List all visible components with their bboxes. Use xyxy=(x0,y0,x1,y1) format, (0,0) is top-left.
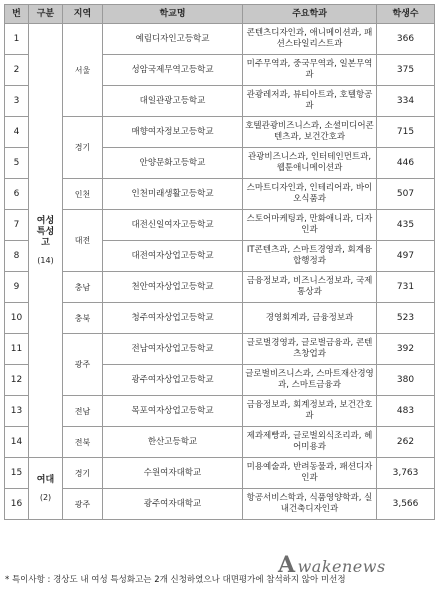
region-cell: 서울 xyxy=(63,24,103,117)
row-num: 2 xyxy=(5,55,29,86)
major-depts: 스토어마케팅과, 만화애니과, 디자인과 xyxy=(243,210,377,241)
row-num: 5 xyxy=(5,148,29,179)
major-depts: 금융정보과, 회계정보과, 보건간호과 xyxy=(243,396,377,427)
student-count: 3,566 xyxy=(377,489,435,520)
major-depts: 미주무역과, 중국무역과, 일본무역과 xyxy=(243,55,377,86)
group-label-line: 여대 xyxy=(36,474,55,485)
school-name: 예림디자인고등학교 xyxy=(103,24,243,55)
student-count: 507 xyxy=(377,179,435,210)
school-name: 매향여자정보고등학교 xyxy=(103,117,243,148)
student-count: 483 xyxy=(377,396,435,427)
school-name: 안양문화고등학교 xyxy=(103,148,243,179)
group-cell xyxy=(29,24,63,458)
header-students: 학생수 xyxy=(377,5,435,24)
group-cell xyxy=(29,458,63,520)
school-name: 광주여자상업고등학교 xyxy=(103,365,243,396)
table-row xyxy=(5,334,435,365)
group-count: (14) xyxy=(37,255,54,265)
row-num: 1 xyxy=(5,24,29,55)
school-name: 목포여자상업고등학교 xyxy=(103,396,243,427)
group-label-line: 여성 xyxy=(36,215,55,226)
watermark-text: wakenews xyxy=(297,557,386,576)
student-count: 366 xyxy=(377,24,435,55)
watermark-logo-icon: A xyxy=(278,552,296,578)
table-row xyxy=(5,179,435,210)
header-num: 번 xyxy=(5,5,29,24)
region-cell: 경기 xyxy=(63,458,103,489)
school-table xyxy=(4,4,435,520)
row-num: 11 xyxy=(5,334,29,365)
row-num: 15 xyxy=(5,458,29,489)
student-count: 731 xyxy=(377,272,435,303)
row-num: 8 xyxy=(5,241,29,272)
footnote: * 특이사항 : 경상도 내 여성 특성화고는 2개 신청하였으나 대면평가에 참석하지 않아 미선정 xyxy=(5,575,346,585)
student-count: 497 xyxy=(377,241,435,272)
student-count: 3,763 xyxy=(377,458,435,489)
major-depts: 미용예술과, 반려동물과, 패션디자인과 xyxy=(243,458,377,489)
region-cell: 대전 xyxy=(63,210,103,272)
major-depts: 제과제빵과, 글로벌외식조리과, 헤어미용과 xyxy=(243,427,377,458)
region-cell: 전북 xyxy=(63,427,103,458)
student-count: 435 xyxy=(377,210,435,241)
major-depts: 관광비즈니스과, 인터테인먼트과, 웹툰애니메이션과 xyxy=(243,148,377,179)
school-name: 인천미래생활고등학교 xyxy=(103,179,243,210)
major-depts: 금융정보과, 비즈니스정보과, 국제통상과 xyxy=(243,272,377,303)
table-row xyxy=(5,489,435,520)
region-cell: 광주 xyxy=(63,334,103,396)
student-count: 392 xyxy=(377,334,435,365)
school-name: 청주여자상업고등학교 xyxy=(103,303,243,334)
header-type: 구분 xyxy=(29,5,63,24)
table-row xyxy=(5,427,435,458)
row-num: 6 xyxy=(5,179,29,210)
group-label-line: 특성 xyxy=(36,226,55,237)
header-depts: 주요학과 xyxy=(243,5,377,24)
major-depts: 글로벌비즈니스과, 스마트재산경영과, 스마트금융과 xyxy=(243,365,377,396)
major-depts: 호텔관광비즈니스과, 소셜미디어콘텐츠과, 보건간호과 xyxy=(243,117,377,148)
major-depts: 스마트디자인과, 인테리어과, 바이오식품과 xyxy=(243,179,377,210)
group-count: (2) xyxy=(39,492,52,502)
region-cell: 충북 xyxy=(63,303,103,334)
school-name: 대일관광고등학교 xyxy=(103,86,243,117)
table-container xyxy=(4,4,434,520)
school-name: 대전신일여자고등학교 xyxy=(103,210,243,241)
school-name: 광주여자대학교 xyxy=(103,489,243,520)
row-num: 13 xyxy=(5,396,29,427)
header-row xyxy=(5,5,435,24)
table-row xyxy=(5,117,435,148)
region-cell: 충남 xyxy=(63,272,103,303)
header-school: 학교명 xyxy=(103,5,243,24)
row-num: 7 xyxy=(5,210,29,241)
table-row xyxy=(5,24,435,55)
table-row xyxy=(5,458,435,489)
school-name: 대전여자상업고등학교 xyxy=(103,241,243,272)
major-depts: 콘텐츠디자인과, 애니메이션과, 패션스타일리스트과 xyxy=(243,24,377,55)
student-count: 262 xyxy=(377,427,435,458)
watermark xyxy=(278,552,386,578)
region-cell: 경기 xyxy=(63,117,103,179)
region-cell: 광주 xyxy=(63,489,103,520)
table-row xyxy=(5,303,435,334)
student-count: 380 xyxy=(377,365,435,396)
student-count: 375 xyxy=(377,55,435,86)
school-name: 수원여자대학교 xyxy=(103,458,243,489)
major-depts: IT콘텐츠과, 스마트경영과, 회계융합행정과 xyxy=(243,241,377,272)
school-name: 전남여자상업고등학교 xyxy=(103,334,243,365)
major-depts: 글로벌경영과, 글로벌금융과, 콘텐츠창업과 xyxy=(243,334,377,365)
row-num: 12 xyxy=(5,365,29,396)
header-region: 지역 xyxy=(63,5,103,24)
row-num: 10 xyxy=(5,303,29,334)
student-count: 446 xyxy=(377,148,435,179)
row-num: 16 xyxy=(5,489,29,520)
student-count: 715 xyxy=(377,117,435,148)
table-row xyxy=(5,396,435,427)
region-cell: 전남 xyxy=(63,396,103,427)
student-count: 523 xyxy=(377,303,435,334)
student-count: 334 xyxy=(377,86,435,117)
row-num: 14 xyxy=(5,427,29,458)
row-num: 4 xyxy=(5,117,29,148)
major-depts: 관광레저과, 뷰티아트과, 호텔항공과 xyxy=(243,86,377,117)
row-num: 3 xyxy=(5,86,29,117)
table-row xyxy=(5,210,435,241)
school-name: 천안여자상업고등학교 xyxy=(103,272,243,303)
table-row xyxy=(5,272,435,303)
major-depts: 경영회계과, 금융정보과 xyxy=(243,303,377,334)
school-name: 한산고등학교 xyxy=(103,427,243,458)
region-cell: 인천 xyxy=(63,179,103,210)
row-num: 9 xyxy=(5,272,29,303)
school-name: 성암국제무역고등학교 xyxy=(103,55,243,86)
group-label-line: 고 xyxy=(41,237,50,248)
major-depts: 항공서비스학과, 식품영양학과, 실내건축디자인과 xyxy=(243,489,377,520)
